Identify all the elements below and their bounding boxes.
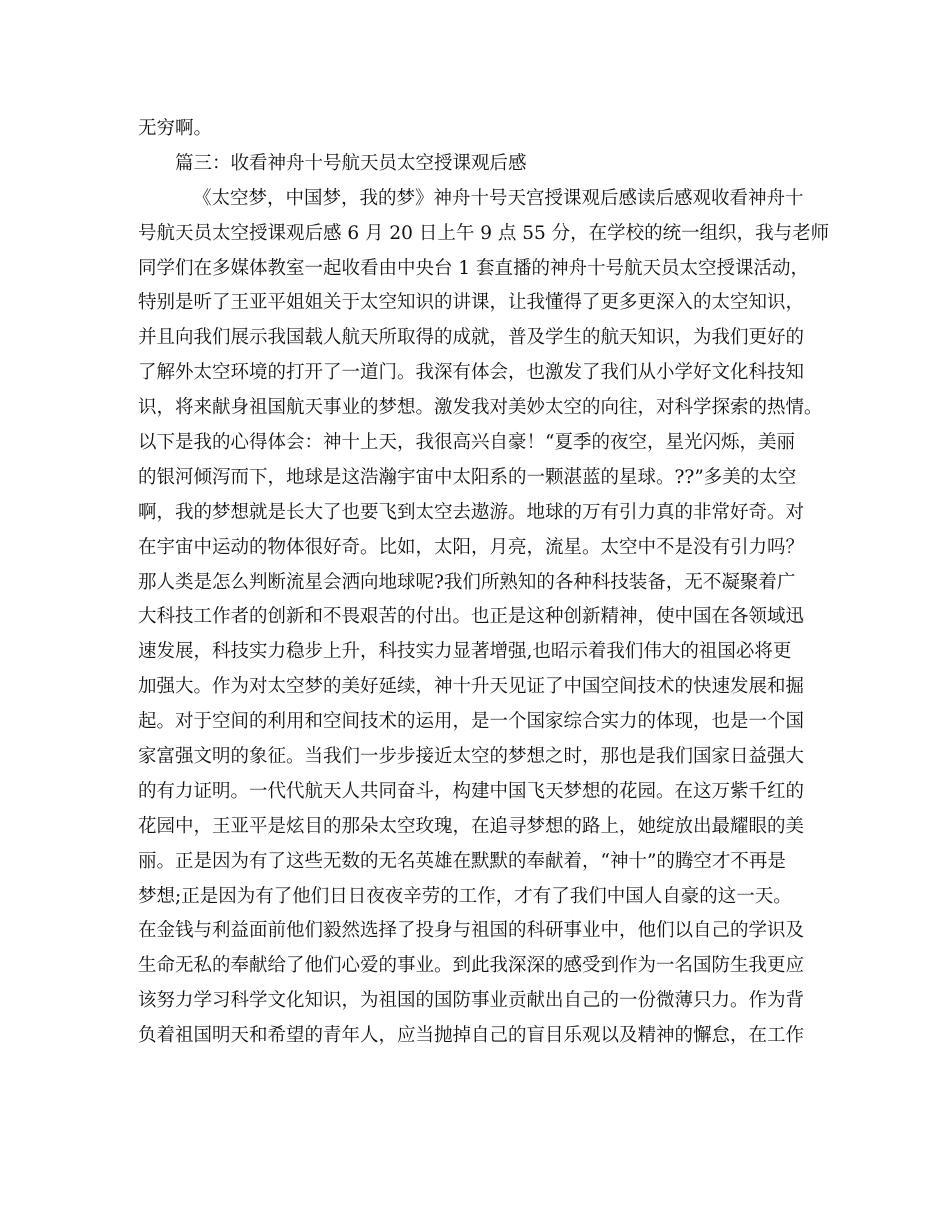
body-line: 该努力学习科学文化知识，为祖国的国防事业贡献出自己的一份微薄只力。作为背 [138,990,805,1012]
body-line: 在金钱与利益面前他们毅然选择了投身与祖国的科研事业中，他们以自己的学识及 [138,920,805,942]
body-line: 加强大。作为对太空梦的美好延续，神十升天见证了中国空间技术的快速发展和掘 [138,676,805,698]
body-line: 速发展，科技实力稳步上升，科技实力显著增强,也昭示着我们伟大的祖国必将更 [138,641,792,663]
body-line: 的有力证明。一代代航天人共同奋斗，构建中国飞天梦想的花园。在这万紫千红的 [138,780,805,802]
body-line: 号航天员太空授课观后感 6 月 20 日上午 9 点 55 分，在学校的统一组织，我与老师 [138,222,830,244]
document-body [138,112,838,1054]
body-line: 无穷啊。 [138,118,213,139]
body-line: 丽。正是因为有了这些无数的无名英雄在默默的奉献着，“神十”的腾空才不再是 [138,850,786,872]
section-heading: 篇三：收看神舟十号航天员太空授课观后感 [175,152,527,174]
paragraph-first-line: 《太空梦，中国梦，我的梦》神舟十号天宫授课观后感读后感观收看神舟十 [193,187,804,209]
body-line: 了解外太空环境的打开了一道门。我深有体会，也激发了我们从小学好文化科技知 [138,362,805,384]
body-line: 起。对于空间的利用和空间技术的运用，是一个国家综合实力的体现，也是一个国 [138,711,805,733]
body-line: 识，将来献身祖国航天事业的梦想。激发我对美妙太空的向往，对科学探索的热情。 [138,397,823,419]
body-line: 花园中，王亚平是炫目的那朵太空玫瑰，在追寻梦想的路上，她绽放出最耀眼的美 [138,815,805,837]
body-line: 并且向我们展示我国载人航天所取得的成就，普及学生的航天知识，为我们更好的 [138,327,805,349]
body-line: 啊，我的梦想就是长大了也要飞到太空去遨游。地球的万有引力真的非常好奇。对 [138,501,805,523]
body-line: 在宇宙中运动的物体很好奇。比如，太阳，月亮，流星。太空中不是没有引力吗？ [138,536,805,558]
body-line: 同学们在多媒体教室一起收看由中央台 1 套直播的神舟十号航天员太空授课活动， [138,257,810,279]
body-line: 生命无私的奉献给了他们心爱的事业。到此我深深的感受到作为一名国防生我更应 [138,955,805,977]
body-line: 那人类是怎么判断流星会洒向地球呢?我们所熟知的各种科技装备，无不凝聚着广 [138,571,796,593]
body-line: 负着祖国明天和希望的青年人，应当抛掉自己的盲目乐观以及精神的懈怠，在工作 [138,1025,805,1047]
body-line: 特别是听了王亚平姐姐关于太空知识的讲课，让我懂得了更多更深入的太空知识， [138,292,805,314]
body-line: 梦想;正是因为有了他们日日夜夜辛劳的工作，才有了我们中国人自豪的这一天。 [138,885,792,907]
body-line: 家富强文明的象征。当我们一步步接近太空的梦想之时，那也是我们国家日益强大 [138,746,805,768]
body-line: 以下是我的心得体会：神十上天，我很高兴自豪！“夏季的夜空，星光闪烁，美丽 [138,432,795,454]
body-line: 的银河倾泻而下，地球是这浩瀚宇宙中太阳系的一颗湛蓝的星球。??”多美的太空 [138,466,797,488]
body-line: 大科技工作者的创新和不畏艰苦的付出。也正是这种创新精神，使中国在各领域迅 [138,606,805,628]
